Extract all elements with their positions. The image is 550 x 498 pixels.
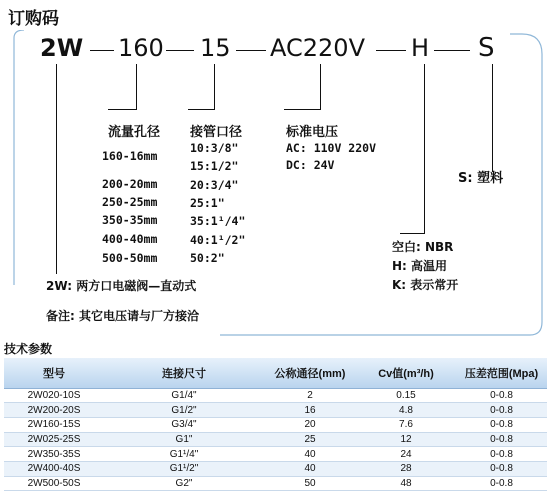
cell-nominal: 25: [264, 432, 356, 447]
cell-cv: 48: [356, 476, 456, 491]
cell-nominal: 2: [264, 388, 356, 403]
page-title: 订购码: [8, 9, 59, 29]
cell-model: 2W350-35S: [4, 447, 104, 462]
type-note: 2W: 两方口电磁阀—直动式: [46, 279, 197, 293]
cell-model: 2W020-10S: [4, 388, 104, 403]
cell-cv: 0.15: [356, 388, 456, 403]
voltage-item: DC: 24V: [286, 158, 335, 172]
connector-line: [214, 64, 215, 110]
spec-header-cv: Cv值(m³/h): [356, 358, 456, 388]
cell-connection: G1/2": [104, 403, 264, 418]
voltage-heading: 标准电压: [286, 125, 339, 140]
cell-connection: G3/4": [104, 417, 264, 432]
pipe-heading: 接管口径: [190, 125, 243, 140]
pipe-item: 50:2": [190, 251, 225, 265]
cell-model: 2W400-40S: [4, 461, 104, 476]
cell-model: 2W200-20S: [4, 403, 104, 418]
connector-line: [424, 64, 425, 234]
flow-item: 160-16mm: [102, 149, 158, 163]
cell-connection: G1/4": [104, 388, 264, 403]
pipe-item: 10:3/8": [190, 141, 239, 155]
cell-cv: 4.8: [356, 403, 456, 418]
spec-section-label: 技术参数: [4, 342, 53, 356]
flow-item: 200-20mm: [102, 177, 158, 191]
flow-item: 350-35mm: [102, 213, 158, 227]
voltage-item: AC: 110V 220V: [286, 141, 377, 155]
cell-nominal: 40: [264, 447, 356, 462]
table-row: [4, 417, 547, 432]
code-separator: [376, 50, 406, 51]
code-separator: [236, 50, 266, 51]
code-material: S: [478, 33, 495, 63]
connector-line: [284, 109, 321, 110]
cell-pressure: 0-0.8: [456, 447, 547, 462]
spec-table-header-row: [4, 358, 547, 388]
table-row: [4, 461, 547, 476]
code-orifice: 160: [118, 34, 164, 62]
table-row: [4, 403, 547, 418]
spec-header-connection: 连接尺寸: [104, 358, 264, 388]
flow-item: 250-25mm: [102, 195, 158, 209]
table-row: [4, 476, 547, 491]
remark-note: 备注: 其它电压请与厂方接洽: [46, 309, 199, 323]
connector-line: [56, 64, 57, 274]
pipe-item: 25:1": [190, 196, 225, 210]
cell-connection: G1¹/2": [104, 461, 264, 476]
table-row: [4, 388, 547, 403]
code-separator: [166, 50, 194, 51]
spec-table: [4, 358, 547, 491]
flow-item: 500-50mm: [102, 251, 158, 265]
pipe-item: 20:3/4": [190, 178, 239, 192]
code-port: 15: [200, 34, 231, 62]
cell-cv: 7.6: [356, 417, 456, 432]
seal-option: H: 高温用: [392, 259, 448, 273]
spec-header-model: 型号: [4, 358, 104, 388]
spec-header-nominal: 公称通径(mm): [264, 358, 356, 388]
seal-option: K: 表示常开: [392, 278, 459, 292]
cell-nominal: 50: [264, 476, 356, 491]
cell-connection: G2": [104, 476, 264, 491]
table-row: [4, 447, 547, 462]
cell-nominal: 40: [264, 461, 356, 476]
connector-line: [188, 109, 215, 110]
connector-line: [136, 64, 137, 110]
seal-option: 空白: NBR: [392, 240, 454, 254]
code-voltage: AC220V: [270, 34, 365, 62]
connector-line: [492, 64, 493, 172]
flow-heading: 流量孔径: [108, 125, 161, 140]
cell-cv: 28: [356, 461, 456, 476]
code-separator: [90, 50, 114, 51]
cell-connection: G1": [104, 432, 264, 447]
code-seal: H: [411, 34, 430, 62]
cell-nominal: 16: [264, 403, 356, 418]
pipe-item: 15:1/2": [190, 159, 239, 173]
code-separator: [434, 50, 470, 51]
connector-line: [320, 64, 321, 110]
pipe-item: 35:1¹/4": [190, 214, 246, 228]
pipe-item: 40:1¹/2": [190, 233, 246, 247]
material-option: S: 塑料: [458, 171, 504, 186]
code-series: 2W: [40, 34, 84, 62]
cell-pressure: 0-0.8: [456, 403, 547, 418]
cell-connection: G1¹/4": [104, 447, 264, 462]
connector-line: [400, 233, 425, 234]
cell-nominal: 20: [264, 417, 356, 432]
cell-pressure: 0-0.8: [456, 461, 547, 476]
connector-line: [108, 109, 137, 110]
flow-item: 400-40mm: [102, 232, 158, 246]
cell-model: 2W500-50S: [4, 476, 104, 491]
cell-pressure: 0-0.8: [456, 476, 547, 491]
cell-model: 2W025-25S: [4, 432, 104, 447]
spec-header-pressure: 压差范围(Mpa): [456, 358, 547, 388]
cell-pressure: 0-0.8: [456, 388, 547, 403]
cell-cv: 12: [356, 432, 456, 447]
cell-model: 2W160-15S: [4, 417, 104, 432]
cell-cv: 24: [356, 447, 456, 462]
table-row: [4, 432, 547, 447]
cell-pressure: 0-0.8: [456, 417, 547, 432]
cell-pressure: 0-0.8: [456, 432, 547, 447]
